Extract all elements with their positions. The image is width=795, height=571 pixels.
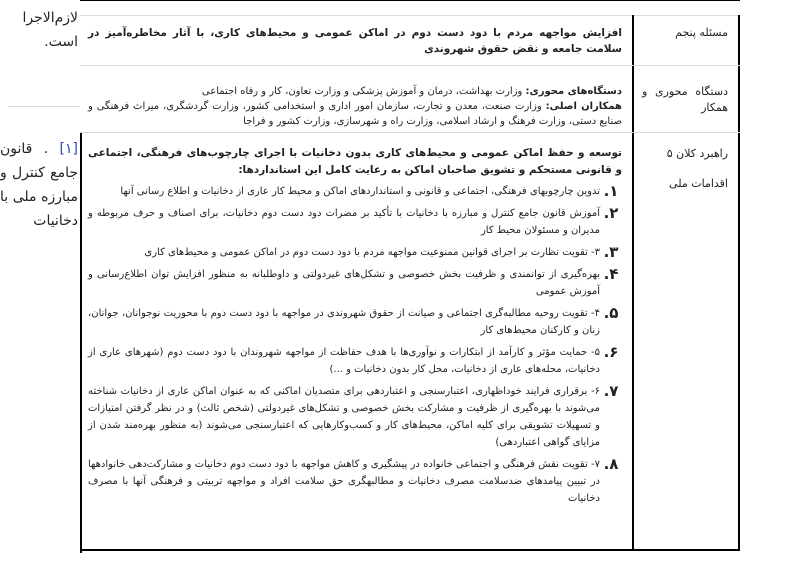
table-row-agencies — [80, 66, 740, 133]
table-row-problem — [80, 15, 740, 66]
item-number: ۷. — [603, 382, 619, 400]
item-text: ۳- تقویت نظارت بر اجرای قوانین ممنوعیت مواجهه مردم با دود دست دوم در اماکن عمومی و محیط‌های کاری — [144, 247, 600, 258]
item-number: ۵. — [603, 304, 619, 322]
partners-text: وزارت صنعت، معدن و تجارت، سازمان امور اداری و استخدامی کشور، وزارت گردشگری، میراث فرهنگی و صنایع دستی، وزارت فرهنگ و ارشاد اسلامی، وزارت راه و شهرسازی، وزارت کشور و فراجا — [88, 101, 622, 127]
top-border — [80, 0, 740, 1]
item-text: آموزش قانون جامع کنترل و مبارزه با دخانیات با تأکید بر مضرات دود دست دوم دخانیات، برای اصناف و حرف مربوطه و مدیران و مسئولان محیط کار — [88, 208, 600, 236]
table-left-border — [80, 133, 82, 553]
action-item — [88, 244, 622, 261]
strategy-title: راهبرد کلان ۵ — [666, 147, 728, 160]
core-agencies-text: وزارت بهداشت، درمان و آموزش پزشکی و وزارت تعاون، کار و رفاه اجتماعی — [201, 86, 526, 97]
action-item — [88, 205, 622, 239]
problem-statement: افزایش مواجهه مردم با دود دست دوم در اماکن عمومی و محیط‌های کاری، با آثار مخاطره‌آمیز در سلامت جامعه و نقض حقوق شهروندی — [88, 27, 622, 55]
side-note-top: لازم‌الاجرا است. — [22, 10, 78, 50]
item-number: ۸. — [603, 455, 619, 473]
footnote — [0, 137, 80, 233]
strategy-intro: توسعه و حفظ اماکن عمومی و محیط‌های کاری بدون دخانیات با اجرای چارچوب‌های فرهنگی، اجتماعی و قانونی مستحکم و تشویق صاحبان اماکن به رعایت کامل این استانداردها: — [88, 147, 622, 176]
item-text: ۶- برقراری فرایند خوداظهاری، اعتبارسنجی و اعتباردهی برای متصدیان اماکنی که به عنوان اماکن عاری از دخانیات شناخته می‌شوند با بهره‌گیری از ظرفیت و مشارکت بخش خصوصی و تشکل‌های غیردولتی (شخص ثالث) و در نظر گرفتن امتیازات و تسهیلات تشویقی برای کلیه اماکن، محیط‌های کار و کسب‌وکارهایی که اعتبارسنجی می‌شوند (به منظور بهره‌مند شدن از مزایای گواهی اعتباردهی) — [88, 386, 600, 448]
national-actions-label: اقدامات ملی — [669, 177, 728, 190]
actions-body — [80, 133, 632, 549]
agencies-text — [80, 66, 632, 132]
footnote-marker-link[interactable]: [۱] — [59, 141, 78, 157]
item-number: ۲. — [603, 204, 619, 222]
item-number: ۶. — [603, 343, 619, 361]
side-divider — [8, 106, 80, 107]
item-number: ۳. — [603, 243, 619, 261]
row-header-strategy — [632, 133, 740, 549]
row-header-agencies: دستگاه محوری و همکار — [632, 66, 740, 132]
item-text: ۵- حمایت مؤثر و کارآمد از ابتکارات و نوآوری‌ها با هدف حفاظت از مواجهه شهروندان با دود دست دوم (شهرهای عاری از دخانیات، محله‌های عاری از دخانیات، محل کار بدون دخانیات و ...) — [88, 347, 600, 375]
footnote-text: . قانون جامع کنترل و مبارزه ملی با دخانیات — [0, 141, 78, 229]
strategy-table — [80, 15, 740, 551]
item-number: ۴. — [603, 265, 619, 283]
action-item — [88, 456, 622, 507]
item-text: تدوین چارچوبهای فرهنگی، اجتماعی و قانونی و استانداردهای اماکن و محیط کار عاری از دخانیات و اطلاع رسانی آنها — [120, 186, 600, 197]
row-header-problem: مسئله پنجم — [632, 15, 740, 65]
action-item — [88, 266, 622, 300]
item-text: ۷- تقویت نقش فرهنگی و اجتماعی خانواده در پیشگیری و کاهش مواجهه با دود دست دوم دخانیات و مشارکت‌دهی خانوادهها در تبیین پیامدهای ضدسلامت مصرف دخانیات و مطالبهگری حق سلامت افراد و مواجهه تربیتی و فرهنگی آنها با مصرف دخانیات — [88, 459, 600, 504]
action-item — [88, 383, 622, 451]
action-item — [88, 183, 622, 200]
action-item — [88, 344, 622, 378]
item-text: ۴- تقویت روحیه مطالبه‌گری اجتماعی و صیانت از حقوق شهروندی در مواجهه با دود دست دوم با محوریت نوجوانان، جوانان، زنان و کارکنان محیط‌های کار — [88, 308, 600, 336]
partners-label: همکاران اصلی: — [545, 101, 622, 112]
core-agencies-label: دستگاه‌های محوری: — [525, 86, 622, 97]
item-text: بهره‌گیری از توانمندی و ظرفیت بخش خصوصی و تشکل‌های غیردولتی و داوطلبانه به منظور افزایش توان اطلاع‌رسانی و آموزش عمومی — [88, 269, 600, 297]
item-number: ۱. — [603, 182, 619, 200]
action-item — [88, 305, 622, 339]
table-row-actions — [80, 133, 740, 551]
